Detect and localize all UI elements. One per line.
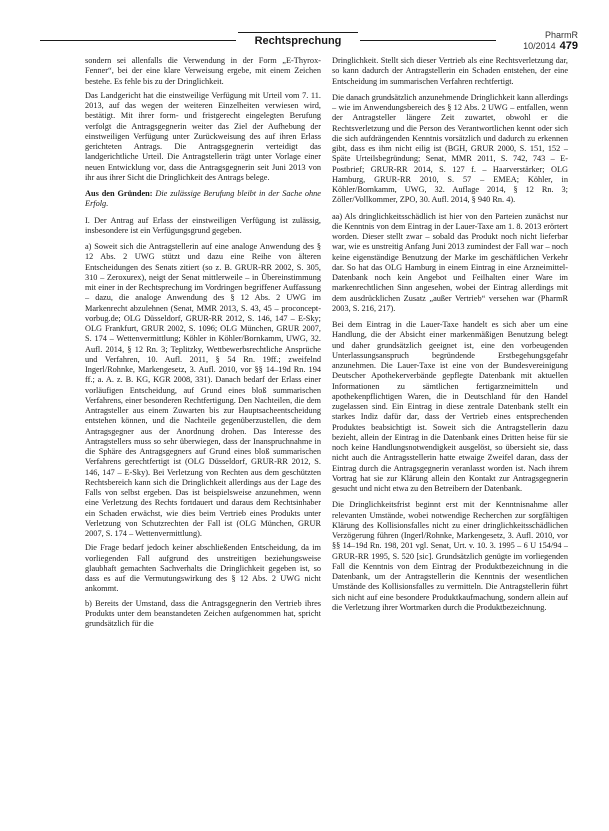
- journal-reference: [488, 30, 578, 52]
- left-paragraph-4: I. Der Antrag auf Erlass der einstweiligen Verfügung ist zulässig, insbesondere ist ein Verfügungsgrund gegeben.: [85, 215, 321, 235]
- left-paragraph-5: a) Soweit sich die Antragstellerin auf eine analoge Anwendung des § 12 Abs. 2 UWG stützt und dazu eine Reihe von älteren Entscheidungen des Senats zitiert (so z. B. GRUR-RR 2002, S. 305, 310 – Zeroxurex), neigt der Senat mittlerweile – in Übereinstimmung mit einer in der Rechtsprechung im Vordringen begriffener Auffassung – dazu, die analoge Anwendung des § 12 Abs. 2 UWG im Markenrecht abzulehnen (Senat, MMR 2013, S. 43, 45 – proconcept-vorbug.de; OLG Düsseldorf, GRUR-RR 2012, S. 146, 147 – E-Sky; OLG Frankfurt, GRUR 2002, S. 1096; OLG München, GRUR 2007, S. 174 – Wettenvermittlung; Köhler in Köhler/Bornkamm, UWG, 32. Aufl. 2014, § 12 Rn. 3; Teplitzky, Wettbewerbsrechtliche Ansprüche und Verfahren, 10. Aufl. 2011, § 54 Rn. 19ff.; zweifelnd Ingerl/Rohnke, Markengesetz, 3. Aufl. 2010, vor §§ 14–19d Rn. 194 ff.; a. A. z. B. KG, KGR 2008, 331). Danach bedarf der Erlass einer vorläufigen Entscheidung, auf Grund eines bloß summarischen Verfahrens, einer besonderen Rechtfertigung. Den Nachteilen, die dem Antragsteller aus einem Zuwarten bis zur Hauptsacheentscheidung entstehen können, und die Nachteile gegenüberzustellen, die dem Antragsgegner aus der Anordnung drohen. Das Interesse des Antragstellers muss so sehr überwiegen, dass der Inanspruchnahme in die Sphäre des Antragsgegners auf Grund eines bloß summarischen Verfahrens gerechtfertigt ist (OLG Düsseldorf, GRUR-RR 2012, S. 146, 147 – E-Sky). Bei Verletzung von Rechten aus dem geschützten Rechtsbereich kann sich die Dringlichkeit allerdings aus der Lage des Falls von selbst ergeben. Das ist beispielsweise anzunehmen, wenn eine Verletzung des Rechts fortdauert und daraus dem Rechtsinhaber ein Schaden erwächst, wie dies beim Vertrieb eines Produkts unter Verletzung von Schutzrechten der Fall ist (OLG München, GRUR 2007, S. 174 – Wettenvermittlung).: [85, 242, 321, 538]
- page-header: [0, 0, 609, 52]
- left-paragraph-2: Das Landgericht hat die einstweilige Verfügung mit Urteil vom 7. 11. 2013, auf das wegen der weiteren Einzelheiten verwiesen wird, bestätigt. Mit ihrer form- und fristgerecht eingelegten Berufung verfolgt die Antragsgegnerin weiter das Ziel der Aufhebung der einstweiligen Verfügung unter Zurückweisung des auf ihren Erlass gerichteten Antrags. Die Antragsgegnerin verteidigt das landgerichtliche Urteil. Die Antragstellerin trägt unter Vorlage einer neuen Entwicklung vor, dass die Antragsgegnerin seit Juni 2013 von ihr aus ihrer Sicht die Dringlichkeit des Antrags belege.: [85, 90, 321, 182]
- left-column: [85, 56, 321, 826]
- reasons-intro: Die zulässige Berufung bleibt in der Sache ohne Erfolg.: [85, 189, 321, 209]
- left-paragraph-1: sondern sei allenfalls die Verwendung in der Form „E-Thyrox-Fenner“, bei der eine klare Verweisung ergebe, mit einem Zeichen bestehe. Es fehle bis zu der Dringlichkeit.: [85, 56, 321, 86]
- right-column: [332, 56, 568, 826]
- page-number: 479: [559, 40, 578, 52]
- right-paragraph-4: Bei dem Eintrag in die Lauer-Taxe handelt es sich aber um eine Handlung, die der Absicht einer markenmäßigen Benutzung belegt und daher grundsätzlich geeignet ist, eine den vorbeugenden Unterlassungsanspruch begründende Erstbegehungsgefahr anzunehmen. Die Lauer-Taxe ist eine von der Bundesvereinigung Deutscher Apothekerverbände gepflegte Datenbank mit aktuellen Informationen zu sämtlichen fertigarzneimitteln und apothekenpflichtigen Waren, die in Deutschland für den Handel zugelassen sind. Ein Eintrag in diese zentrale Datenbank stellt ein starkes Indiz dafür dar, dass der Vertrieb eines entsprechenden Produktes beabsichtigt ist. Soweit sich die Antragstellerin dazu bezieht, allein der Eintrag in die Datenbank eines Dritten heise für sie noch keine Handlungsnotwendigkeit ausgelöst, so übersieht sie, dass nicht auch die Antragsstellerin hatte etwaige Zweifel daran, dass der Eintrag durch die Antragsgegnerin veranlasst worden ist. Nach ihrem Vortrag hat sie zur Klärung allein den Kontakt zur Antragsgegnerin gesucht und nicht etwa zu den Betreibern der Datenbank.: [332, 320, 568, 493]
- header-rule-right: [360, 40, 496, 41]
- journal-name: PharmR 10/2014: [523, 30, 578, 51]
- left-paragraph-6: Die Frage bedarf jedoch keiner abschließenden Entscheidung, da im vorliegenden Fall aufgrund des unstreitigen beziehungsweise glaubhaft gemachten Sachverhalts die Dringlichkeit gegeben ist, so dass es auf die Vermutungswirkung des § 12 Abs. 2 UWG nicht ankommt.: [85, 543, 321, 594]
- section-title: Rechtsprechung: [238, 32, 358, 49]
- right-paragraph-2: Die danach grundsätzlich anzunehmende Dringlichkeit kann allerdings – wie im Anwendungsbereich des § 12 Abs. 2 UWG – entfallen, wenn der Antragsteller längere Zeit zuwartet, obwohl er die Rechtsverletzung und die Person des Verantwortlichen kennt oder sich die sich aufdrängenden Kenntnis vorsätzlich und dadurch zu erkennen gibt, dass es ihm nicht eilig ist (BGH, GRUR 2000, S. 151, 152 – Späte Urteilsbegründung; Senat, MMR 2011, S. 742, 743 – E-Postbrief; GRUR-RR 2014, S. 127 f. – Haarverstärker; OLG Hamburg, GRUR-RR 2010, S. 57 – EMEA; Köhler, in Köhler/Bornkamm, UWG, 32. Auflage 2014, § 12 Rn. 3; Zöller/Vollkommer, ZPO, 30. Aufl. 2014, § 940 Rn. 4).: [332, 92, 568, 205]
- right-paragraph-3: aa) Als dringlichkeitsschädlich ist hier von den Parteien zunächst nur die Kenntnis von dem Eintrag in der Lauer-Taxe am 1. 8. 2013 erörtert worden. Dieser stellt zwar – sobald das Produkt noch nicht lieferbar war, wie es unstreitig Anfang Juni 2013 zumindest der Fall war – noch keine eigenständige Benutzung der Marke im geschäftlichen Verkehr dar. So hat das OLG Hamburg in einem Eintrag in eine Arzneimittel-Datenbank noch kein Angebot und Feilhalten einer Ware im markenrechtlichen Sinn angesehen, wobei der Eintrag allerdings mit dem ausdrücklichen Zusatz „außer Vertrieb“ versehen war (PharmR 2003, S. 216, 217).: [332, 211, 568, 313]
- reasons-paragraph: [85, 189, 321, 210]
- left-paragraph-7: b) Bereits der Umstand, dass die Antragsgegnerin den Vertrieb ihres Produkts unter dem beanstandeten Zeichen aufgenommen hat, spricht grundsätzlich für die: [85, 598, 321, 628]
- header-rule-left: [40, 40, 236, 41]
- reasons-heading: Aus den Gründen:: [85, 189, 153, 198]
- right-paragraph-1: Dringlichkeit. Stellt sich dieser Vertrieb als eine Rechtsverletzung dar, so kann dadurch der Antragstellerin ein Schaden entstehen, der eine Entscheidung im summarischen Verfahren rechtfertigt.: [332, 56, 568, 86]
- right-paragraph-5: Die Dringlichkeitsfrist beginnt erst mit der Kenntnisnahme aller relevanten Umstände, wobei notwendige Recherchen zur sorgfältigen Klärung des Kollisionsfalles nicht zu einer dringlichkeitsschädlichen Verzögerung führen (Ingerl/Rohnke, Markengesetz, 3. Aufl. 2010, vor §§ 14–19d Rn. 198, 201 vgl. Senat, Urt. v. 10. 3. 1995 – 6 U 154/94 – GRUR-RR 1995, S. 520 [sic]. Grundsätzlich genügte im vorliegenden Fall die Kenntnis von dem Eintrag der Produktbezeichnung in die Datenbank, um der Antragstellerin die Kenntnis der wesentlichen Umstände des Kollisionsfalles zu vermitteln. Die Antragstellerin führt sich nicht auf eine besondere Produktkaufmachung, sondern allein auf die Verletzung ihrer Wortmarken durch die Produktbezeichnung.: [332, 500, 568, 612]
